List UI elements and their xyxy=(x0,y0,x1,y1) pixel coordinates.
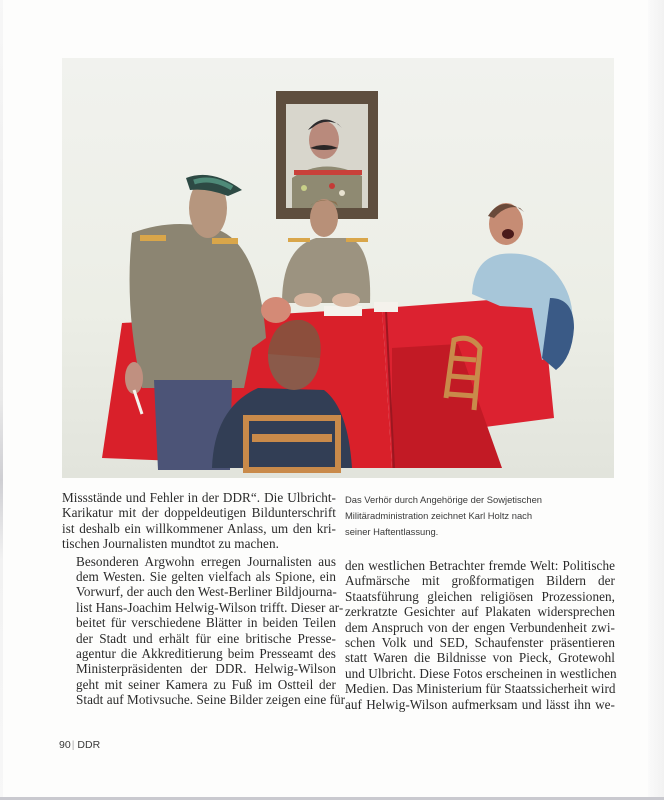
text-line: Missstände und Fehler in der DDR“. Die Ulbricht- xyxy=(62,490,336,505)
page-footer xyxy=(59,739,100,751)
text-line: statt Waren die Bildnisse von Pieck, Grotewohl xyxy=(345,650,615,666)
folio-separator: | xyxy=(71,739,75,751)
paragraph-2 xyxy=(62,553,346,708)
text-line: und Ulbricht. Diese Fotos erscheinen in westlichen xyxy=(345,665,617,681)
painting-svg xyxy=(62,58,614,478)
page-edge-left xyxy=(0,0,3,800)
text-line: Aufmärsche mit großformatigen Bildern der xyxy=(345,573,615,589)
paragraph-1 xyxy=(62,490,336,552)
text-line: Medien. Das Ministerium für Staatssicherheit wird xyxy=(345,681,616,697)
caption-line: Das Verhör durch Angehörige der Sowjetischen xyxy=(345,494,542,505)
text-line: Karikatur mit der doppeldeutigen Bildunterschrift xyxy=(62,505,336,521)
body-text-right-column xyxy=(345,558,615,712)
text-line: beitet für verschiedene Blätter in beiden Teilen xyxy=(76,615,336,631)
section-name: DDR xyxy=(77,739,101,751)
page-edge-right xyxy=(648,0,664,800)
text-line: den westlichen Betrachter fremde Welt: Politische xyxy=(345,558,615,573)
text-line: geht mit seiner Kamera zu Fuß im Ostteil der xyxy=(76,676,336,692)
text-line: dem Anspruch von der engen Verbundenheit zwi- xyxy=(345,619,615,635)
text-line: Stadt auf Motivsuche. Seine Bilder zeigen eine für xyxy=(76,692,346,708)
text-line: list Hans-Joachim Helwig-Wilson trifft. Dieser ar- xyxy=(76,599,344,615)
text-line: Vorwurf, der auch den West-Berliner Bildjourna- xyxy=(76,584,337,600)
painting-illustration xyxy=(62,58,614,478)
figure-caption xyxy=(345,492,615,540)
page-number: 90 xyxy=(59,739,71,751)
text-line: tischen Journalisten mundtot zu machen. xyxy=(62,536,279,552)
text-line: Ministerpräsidenten der DDR. Helwig-Wilson xyxy=(76,661,336,677)
text-line: agentur die Akkreditierung beim Presseamt des xyxy=(76,646,336,662)
text-line: auf Helwig-Wilson aufmerksam und lässt ihn we- xyxy=(345,696,615,712)
text-line: Besonderen Argwohn erregen Journalisten aus xyxy=(76,553,336,569)
text-line: zerkratzte Gesichter auf Plakaten widersprechen xyxy=(345,604,615,620)
caption-line: seiner Haftentlassung. xyxy=(345,526,439,537)
body-text-left-column xyxy=(62,490,346,708)
caption-line: Militäradministration zeichnet Karl Holtz nach xyxy=(345,510,533,521)
text-line: ist deshalb ein willkommener Anlass, um den kri- xyxy=(62,520,336,536)
text-line: dem Westen. Sie gelten vielfach als Spione, ein xyxy=(76,569,336,585)
text-line: der Stadt und erhält für eine britische Presse- xyxy=(76,630,336,646)
text-line: Staatsführung gleichen religiösen Prozessionen, xyxy=(345,588,615,604)
paragraph-3 xyxy=(345,558,615,712)
text-line: schen Volk und SED, Schaufenster präsentieren xyxy=(345,635,615,651)
